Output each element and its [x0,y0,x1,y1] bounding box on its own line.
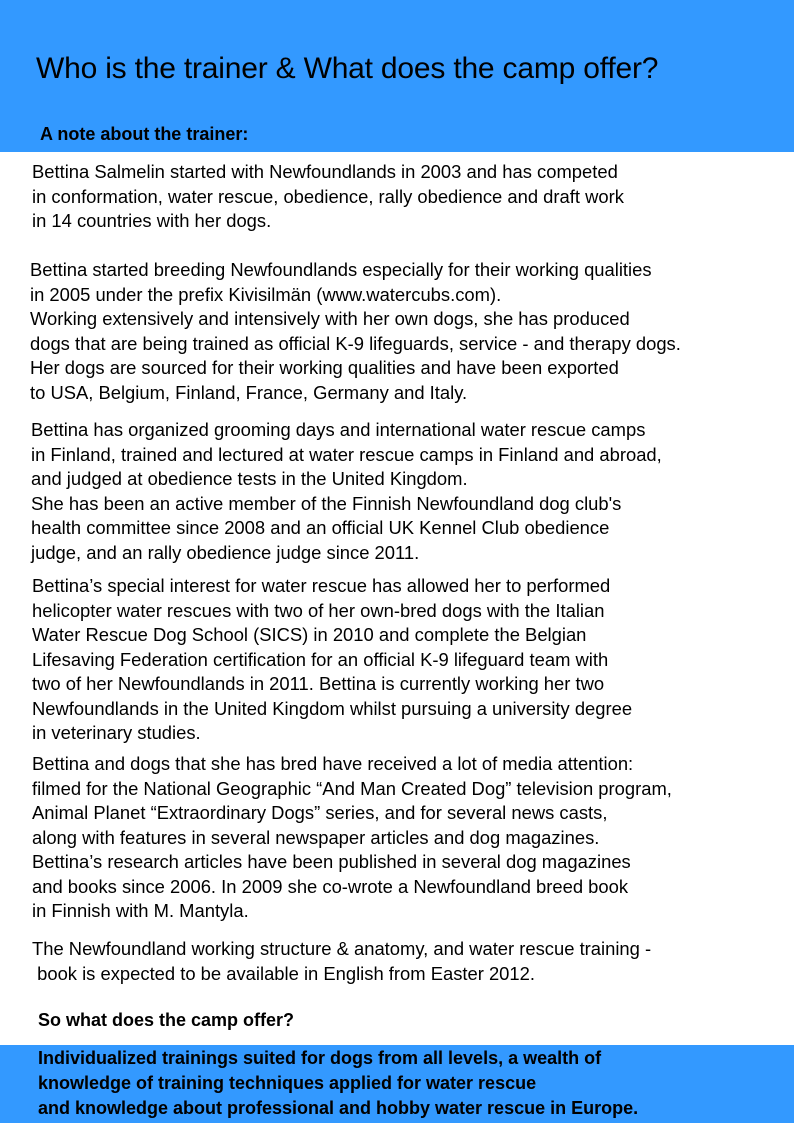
text-line: and books since 2006. In 2009 she co-wrote a Newfoundland breed book [32,875,629,897]
text-line: in Finland, trained and lectured at water rescue camps in Finland and abroad, [31,443,662,465]
text-line: book is expected to be available in English from Easter 2012. [32,962,535,984]
text-line: Bettina Salmelin started with Newfoundlands in 2003 and has competed [32,161,618,182]
text-line: helicopter water rescues with two of her own-bred dogs with the Italian [32,599,605,621]
text-line: Newfoundlands in the United Kingdom whilst pursuing a university degree [32,697,633,719]
text-line: Animal Planet “Extraordinary Dogs” series, and for several news casts, [32,802,608,823]
text-line: filmed for the National Geographic “And Man Created Dog” television program, [32,777,672,799]
text-line: to USA, Belgium, Finland, France, Germany and Italy. [30,381,468,403]
camp-offer-text [38,1046,638,1121]
text-line: Bettina has organized grooming days and international water rescue camps [31,419,646,440]
paragraph-book [32,937,651,986]
text-line: The Newfoundland working structure & anatomy, and water rescue training - [32,938,652,959]
paragraph-organizing [31,418,662,565]
text-line: in 14 countries with her dogs. [32,210,272,231]
text-line: two of her Newfoundlands in 2011. Bettina is currently working her two [32,673,605,694]
text-line: judge, and an rally obedience judge since 2011. [31,541,420,563]
camp-heading: So what does the camp offer? [38,1010,295,1030]
page-title: Who is the trainer & What does the camp offer? [36,52,659,85]
text-line: Her dogs are sourced for their working qualities and have been exported [30,357,619,378]
text-line: in Finnish with M. Mantyla. [32,900,249,921]
text-line: health committee since 2008 and an official UK Kennel Club obedience [31,517,610,538]
text-line: and knowledge about professional and hobby water rescue in Europe. [38,1098,639,1118]
paragraph-career [32,160,624,234]
text-line: Bettina and dogs that she has bred have received a lot of media attention: [32,753,634,774]
paragraph-media [32,752,672,924]
text-line: in conformation, water rescue, obedience, rally obedience and draft work [32,185,624,207]
text-line: Individualized trainings suited for dogs from all levels, a wealth of [38,1048,602,1068]
trainer-heading: A note about the trainer: [40,124,249,144]
text-line: Bettina’s special interest for water rescue has allowed her to performed [32,575,611,596]
text-line: in 2005 under the prefix Kivisilmän (www.watercubs.com). [30,283,502,305]
text-line: Bettina started breeding Newfoundlands especially for their working qualities [30,259,652,280]
paragraph-breeding [30,258,681,405]
text-line: and judged at obedience tests in the United Kingdom. [31,468,468,489]
paragraph-water-rescue [32,574,632,746]
text-line: Bettina’s research articles have been published in several dog magazines [32,851,631,872]
text-line: knowledge of training techniques applied for water rescue [38,1073,537,1093]
text-line: Water Rescue Dog School (SICS) in 2010 and complete the Belgian [32,624,587,645]
text-line: Lifesaving Federation certification for an official K-9 lifeguard team with [32,648,609,670]
text-line: Working extensively and intensively with her own dogs, she has produced [30,308,630,329]
text-line: dogs that are being trained as official K-9 lifeguards, service - and therapy dogs. [30,332,681,354]
text-line: She has been an active member of the Finnish Newfoundland dog club's [31,492,622,514]
text-line: in veterinary studies. [32,722,201,743]
text-line: along with features in several newspaper articles and dog magazines. [32,826,600,848]
